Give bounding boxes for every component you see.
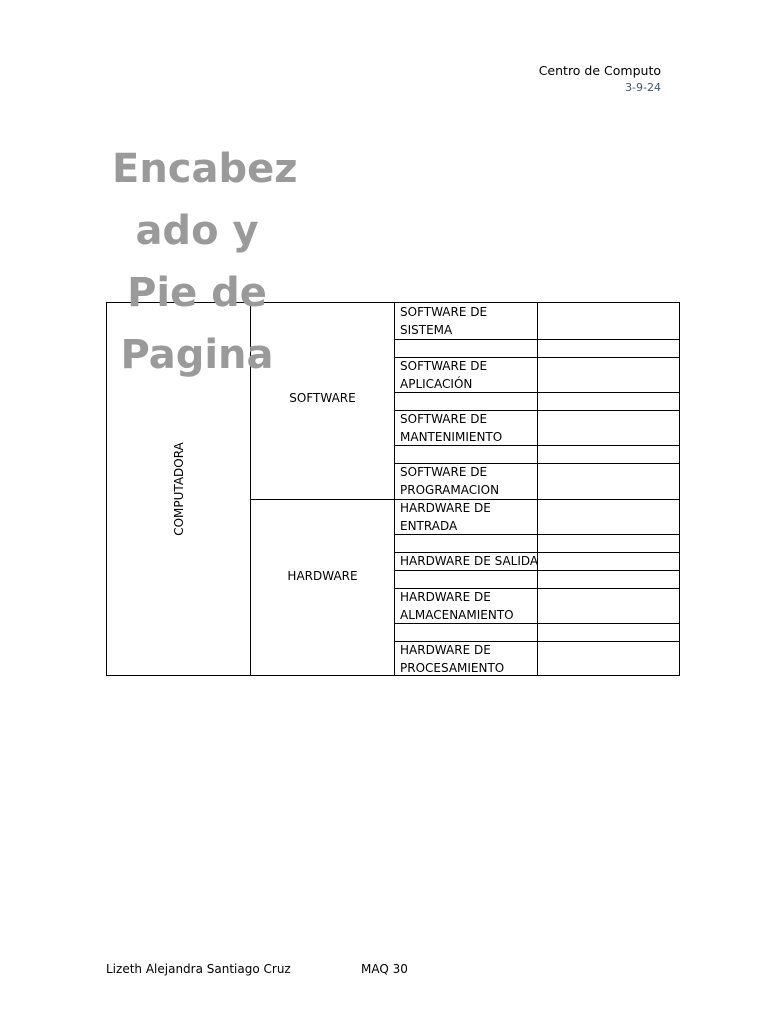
- table-cell-item: HARDWARE DE ENTRADA: [400, 501, 491, 533]
- table-cell-item: SOFTWARE DE MANTENIMIENTO: [400, 412, 503, 444]
- root-label: COMPUTADORA: [171, 442, 186, 536]
- table-cell-item: SOFTWARE DE SISTEMA: [400, 305, 488, 337]
- table-divider: [394, 303, 395, 675]
- footer-code: MAQ 30: [361, 962, 408, 976]
- table-cell-item: HARDWARE DE PROCESAMIENTO: [400, 643, 505, 675]
- table-cell-item: HARDWARE DE ALMACENAMIENTO: [400, 590, 514, 622]
- group-label-hardware: HARDWARE: [287, 569, 358, 583]
- header-date: 3-9-24: [625, 81, 661, 94]
- title-line: ado y: [135, 208, 259, 254]
- header-title: Centro de Computo: [538, 63, 661, 78]
- table-cell-item: SOFTWARE DE APLICACIÓN: [400, 359, 488, 391]
- table-divider: [394, 570, 679, 571]
- table-cell-item: SOFTWARE DE PROGRAMACION: [400, 465, 500, 497]
- table-cell-item: HARDWARE DE SALIDA: [400, 554, 539, 568]
- title-line: Pie de: [127, 270, 267, 316]
- table-divider: [394, 339, 679, 340]
- group-label-software: SOFTWARE: [289, 391, 356, 405]
- footer-author: Lizeth Alejandra Santiago Cruz: [106, 962, 291, 976]
- watermark-title: [112, 138, 298, 386]
- table-divider: [537, 303, 538, 675]
- title-line: Encabez: [112, 146, 298, 192]
- page-header: [539, 62, 661, 96]
- title-line: Pagina: [120, 332, 274, 378]
